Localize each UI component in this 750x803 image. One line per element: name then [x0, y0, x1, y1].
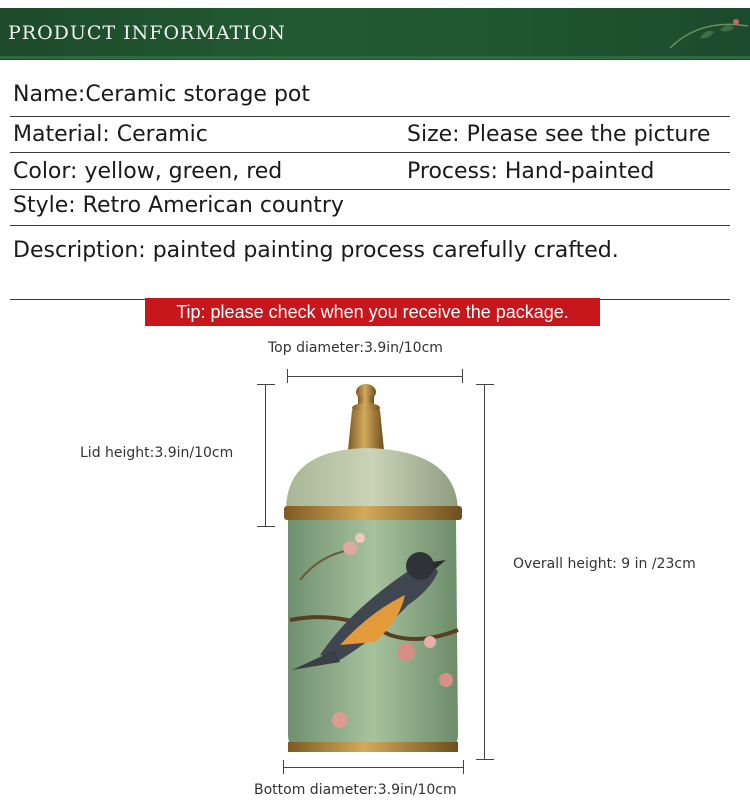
dimension-tick — [476, 759, 494, 760]
dimension-tick — [257, 384, 275, 385]
overall-height-line — [484, 384, 485, 760]
info-style: Style: Retro American country — [13, 193, 344, 218]
dimension-tick — [257, 526, 275, 527]
overall-height-label: Overall height: 9 in /23cm — [513, 556, 696, 572]
tip-banner: Tip: please check when you receive the package. — [145, 298, 600, 326]
divider — [10, 116, 730, 117]
top-diameter-line — [287, 376, 463, 377]
divider — [10, 152, 730, 153]
top-diameter-label: Top diameter:3.9in/10cm — [268, 340, 443, 356]
dimension-tick — [463, 760, 464, 774]
info-material: Material: Ceramic — [13, 122, 208, 147]
divider — [10, 189, 730, 190]
lid-height-label: Lid height:3.9in/10cm — [80, 445, 234, 461]
lid-height-line — [265, 384, 266, 526]
dimension-tick — [283, 760, 284, 774]
header-stripe — [0, 56, 750, 59]
ceramic-jar-image — [280, 380, 470, 760]
page-title: PRODUCT INFORMATION — [8, 22, 286, 44]
info-size: Size: Please see the picture — [407, 122, 711, 147]
info-color: Color: yellow, green, red — [13, 159, 283, 184]
info-process: Process: Hand-painted — [407, 159, 655, 184]
dimension-tick — [476, 384, 494, 385]
leaf-ornament-icon — [660, 8, 750, 60]
info-name: Name:Ceramic storage pot — [13, 82, 310, 107]
bottom-diameter-line — [283, 767, 464, 768]
bottom-diameter-label: Bottom diameter:3.9in/10cm — [254, 782, 457, 798]
info-description: Description: painted painting process carefully crafted. — [13, 238, 619, 263]
divider — [10, 225, 730, 226]
